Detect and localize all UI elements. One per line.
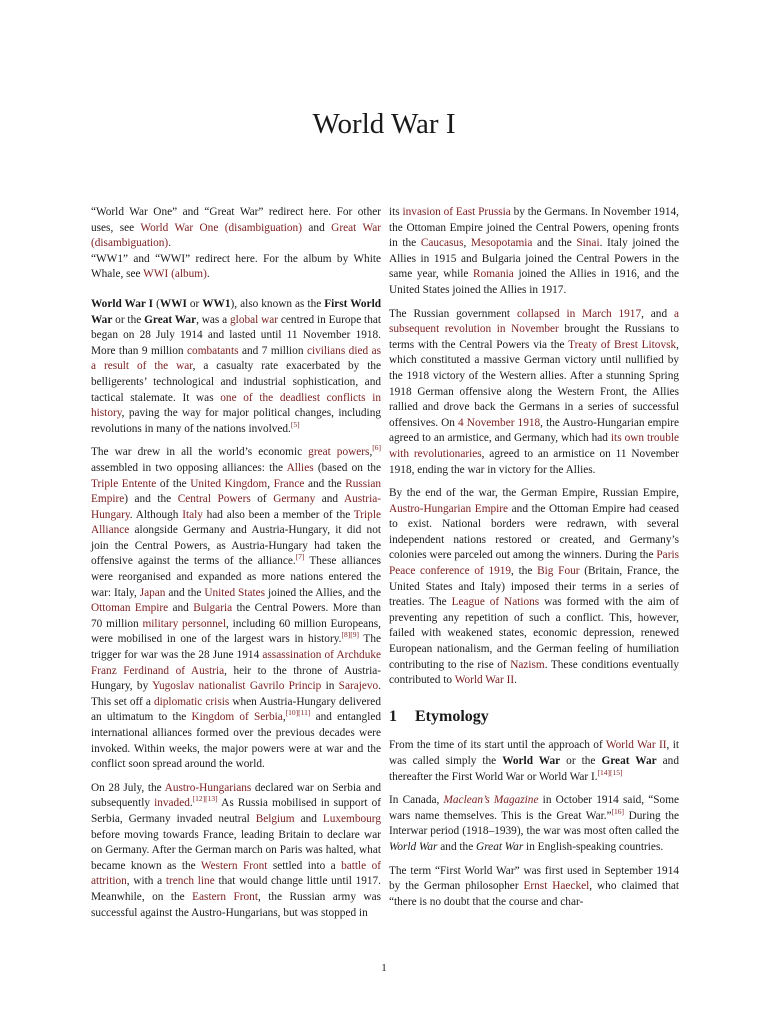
wiki-link[interactable]: Austro-Hungarians xyxy=(164,781,252,794)
italic-term: Great War xyxy=(476,840,524,853)
wiki-link[interactable]: Italy xyxy=(182,508,203,521)
wiki-link[interactable]: World War One (disambiguation) xyxy=(140,221,302,234)
hatnote xyxy=(91,205,381,283)
wiki-link[interactable]: military personnel xyxy=(142,617,226,630)
wiki-link[interactable]: diplomatic crisis xyxy=(154,695,230,708)
bold-term: Great War xyxy=(144,313,197,326)
wiki-link[interactable]: Maclean’s Magazine xyxy=(443,794,539,807)
wiki-link[interactable]: Central Powers xyxy=(177,493,251,506)
wiki-link[interactable]: Nazism xyxy=(510,658,545,671)
citation-ref[interactable]: [12][13] xyxy=(192,794,218,804)
wiki-link[interactable]: its own trouble with revolutionaries xyxy=(389,432,679,460)
wiki-link[interactable]: Triple Alliance xyxy=(91,508,381,537)
wiki-link[interactable]: United Kingdom xyxy=(190,477,268,490)
page-number: 1 xyxy=(381,962,387,974)
citation-ref[interactable]: [6] xyxy=(372,443,382,453)
wiki-link[interactable]: collapsed in March 1917 xyxy=(516,307,642,320)
section-number: 1 xyxy=(389,707,397,725)
paragraph: From the time of its start until the approach of World War II, it was called simply the World War or the Great War and thereafter the First World War or World War I.[14][15] xyxy=(389,739,679,783)
wiki-link[interactable]: Kingdom of Serbia xyxy=(191,711,283,724)
right-column xyxy=(389,205,679,918)
wiki-link[interactable]: Austria-Hungary xyxy=(91,493,381,521)
wiki-link[interactable]: Sinai xyxy=(576,237,600,250)
wiki-link[interactable]: WWI (album) xyxy=(143,268,207,281)
paragraph: The war drew in all the world’s economic great powers,[6] assembled in two opposing alliances: the Allies (based on the Triple Entente of the United Kingdom, France and the Russian Empire) and the Central Powers of Germany and Austria-Hungary. Although Italy had also been a member of the Triple Alliance alongside Germany and Austria-Hungary, it did not join the Central Powers, as Austria-Hungary had taken the offensive against the terms of the alliance.[7] These alliances were reorganised and expanded as more nations entered the war: Italy, Japan and the United States joined the Allies, and the Ottoman Empire and Bulgaria the Central Powers. More than 70 million military personnel, including 60 million Europeans, were mobilised in one of the largest wars in history.[8][9] The trigger for war was the 28 June 1914 assassination of Archduke Franz Ferdinand of Austria, heir to the throne of Austria-Hungary, by Yugoslav nationalist Gavrilo Princip in Sarajevo. This set off a diplomatic crisis when Austria-Hungary delivered an ultimatum to the Kingdom of Serbia,[10][11] and entangled international alliances formed over the previous decades were invoked. Within weeks, the major powers were at war and the conflict soon spread around the world. xyxy=(91,443,382,771)
wiki-link[interactable]: Romania xyxy=(473,268,514,281)
wiki-link[interactable]: Big Four xyxy=(537,565,580,578)
wiki-link[interactable]: one of the deadliest conflicts in history xyxy=(91,391,382,420)
wiki-link[interactable]: Western Front xyxy=(200,859,268,872)
wiki-link[interactable]: 4 November 1918 xyxy=(458,416,541,429)
citation-ref[interactable]: [5] xyxy=(290,419,300,429)
citation-ref[interactable]: [16] xyxy=(611,807,625,817)
wiki-link[interactable]: Belgium xyxy=(255,812,295,825)
wiki-link[interactable]: Sarajevo xyxy=(338,680,379,693)
left-column xyxy=(91,205,381,929)
wiki-link[interactable]: Eastern Front xyxy=(192,890,258,903)
wiki-link[interactable]: Treaty of Brest Litovsk xyxy=(568,338,677,351)
wiki-link[interactable]: Germany xyxy=(273,493,316,506)
wiki-link[interactable]: Great War (disambiguation) xyxy=(91,221,382,250)
wiki-link[interactable]: Gavrilo Princip xyxy=(249,680,322,693)
bold-term: WWI xyxy=(159,297,187,310)
wiki-link[interactable]: World War II xyxy=(454,674,515,687)
wiki-link[interactable]: Ottoman Empire xyxy=(91,602,169,615)
bold-term: World War I xyxy=(91,297,154,310)
section-title: Etymology xyxy=(415,707,489,725)
wiki-link[interactable]: League of Nations xyxy=(451,596,540,609)
wiki-link[interactable]: a subsequent revolution in November xyxy=(389,307,679,336)
wiki-link[interactable]: United States xyxy=(204,586,266,599)
wiki-link[interactable]: World War II xyxy=(605,739,667,752)
paragraph: On 28 July, the Austro-Hungarians declared war on Serbia and subsequently invaded.[12][13] As Russia mobilised in support of Serbia, Germany invaded neutral Belgium and Luxembourg before moving towards France, leading Britain to declare war on Germany. After the German march on Paris was halted, what became known as the Western Front settled into a battle of attrition, with a trench line that would change little until 1917. Meanwhile, on the Eastern Front, the Russian army was successful against the Austro-Hungarians, but was stopped in xyxy=(91,781,382,919)
section-heading-etymology xyxy=(389,709,679,725)
wiki-link[interactable]: Bulgaria xyxy=(193,602,233,615)
bold-term: World War xyxy=(502,755,561,767)
paragraph: its invasion of East Prussia by the Germans. In November 1914, the Ottoman Empire joined the Central Powers, opening fronts in the Caucasus, Mesopotamia and the Sinai. Italy joined the Allies in 1915 and Bulgaria joined the Central Powers in the same year, while Romania joined the Allies in 1916, and the United States joined the Allies in 1917. xyxy=(389,206,679,296)
wiki-link[interactable]: trench line xyxy=(165,875,215,888)
paragraph: By the end of the war, the German Empire, Russian Empire, Austro-Hungarian Empire and the Ottoman Empire had ceased to exist. National borders were redrawn, with several independent nations restored or created, and Germany’s colonies were parceled out among the winners. During the Paris Peace conference of 1919, the Big Four (Britain, France, the United States and Italy) imposed their terms in a series of treaties. The League of Nations was formed with the aim of preventing any repetition of such a conflict. This, however, failed with weakened states, economic depression, renewed European nationalism, and the German feeling of humiliation contributing to the rise of Nazism. These conditions eventually contributed to World War II. xyxy=(389,487,680,687)
hatnote-line: “World War One” and “Great War” redirect here. For other uses, see World War One (disambiguation) and Great War (disambiguation). xyxy=(91,206,382,250)
wiki-link[interactable]: assassination of Archduke Franz Ferdinand of Austria xyxy=(91,649,382,677)
paragraph: In Canada, Maclean’s Magazine in October 1914 said, “Some wars name themselves. This is the Great War.”[16] During the Interwar period (1918–1939), the war was most often called the World War and the Great War in English-speaking countries. xyxy=(389,794,679,853)
paragraph: World War I (WWI or WW1), also known as the First World War or the Great War, was a global war centred in Europe that began on 28 July 1914 and lasted until 11 November 1918. More than 9 million combatants and 7 million civilians died as a result of the war, a casualty rate exacerbated by the belligerents’ technological and industrial sophistication, and tactical stalemate. It was one of the deadliest conflicts in history, paving the way for major political changes, including revolutions in many of the nations involved.[5] xyxy=(91,297,382,435)
citation-ref[interactable]: [14][15] xyxy=(597,767,623,777)
citation-ref[interactable]: [7] xyxy=(295,552,305,562)
wiki-link[interactable]: Triple Entente xyxy=(91,477,157,490)
wiki-link[interactable]: Allies xyxy=(286,461,314,474)
wiki-link[interactable]: Paris Peace conference of 1919 xyxy=(389,549,679,578)
wiki-link[interactable]: Austro-Hungarian Empire xyxy=(389,502,509,515)
wiki-link[interactable]: Russian Empire xyxy=(91,477,381,506)
wiki-link[interactable]: battle of attrition xyxy=(91,859,381,888)
wiki-link[interactable]: Caucasus xyxy=(420,237,464,250)
hatnote-line: “WW1” and “WWI” redirect here. For the album by White Whale, see WWI (album). xyxy=(91,252,381,281)
bold-term: WW1 xyxy=(202,297,231,310)
wiki-link[interactable]: Japan xyxy=(139,586,166,599)
wiki-link[interactable]: Luxembourg xyxy=(322,812,381,825)
wiki-link[interactable]: invaded xyxy=(154,797,190,810)
citation-ref[interactable]: [8][9] xyxy=(341,630,359,640)
wiki-link[interactable]: great powers xyxy=(308,446,370,459)
bold-term: Great War xyxy=(601,755,657,767)
wiki-link[interactable]: invasion of East Prussia xyxy=(402,206,511,218)
citation-ref[interactable]: [10][11] xyxy=(285,708,311,718)
italic-term: World War xyxy=(389,840,438,853)
wiki-link[interactable]: combatants xyxy=(187,344,239,357)
wiki-link[interactable]: global war xyxy=(230,313,279,326)
paragraph: The term “First World War” was first used in September 1914 by the German philosopher Ernst Haeckel, who claimed that “there is no doubt that the course and char- xyxy=(389,864,679,908)
paragraph: The Russian government collapsed in March 1917, and a subsequent revolution in November brought the Russians to terms with the Central Powers via the Treaty of Brest Litovsk, which constituted a massive German victory until nullified by the 1918 victory of the Western allies. After a stunning Spring 1918 German offensive along the Western Front, the Allies rallied and drove back the Germans in a series of successful offensives. On 4 November 1918, the Austro-Hungarian empire agreed to an armistice, and Germany, which had its own trouble with revolutionaries, agreed to an armistice on 11 November 1918, ending the war in victory for the Allies. xyxy=(389,307,680,476)
page-title: World War I xyxy=(312,108,456,140)
wiki-link[interactable]: civilians died as a result of the war xyxy=(91,344,381,373)
wiki-link[interactable]: France xyxy=(273,477,305,490)
wiki-link[interactable]: Ernst Haeckel xyxy=(523,880,590,893)
bold-term: First World War xyxy=(91,297,381,326)
wiki-link[interactable]: Mesopotamia xyxy=(470,237,533,250)
wiki-link[interactable]: Yugoslav nationalist xyxy=(152,680,246,693)
